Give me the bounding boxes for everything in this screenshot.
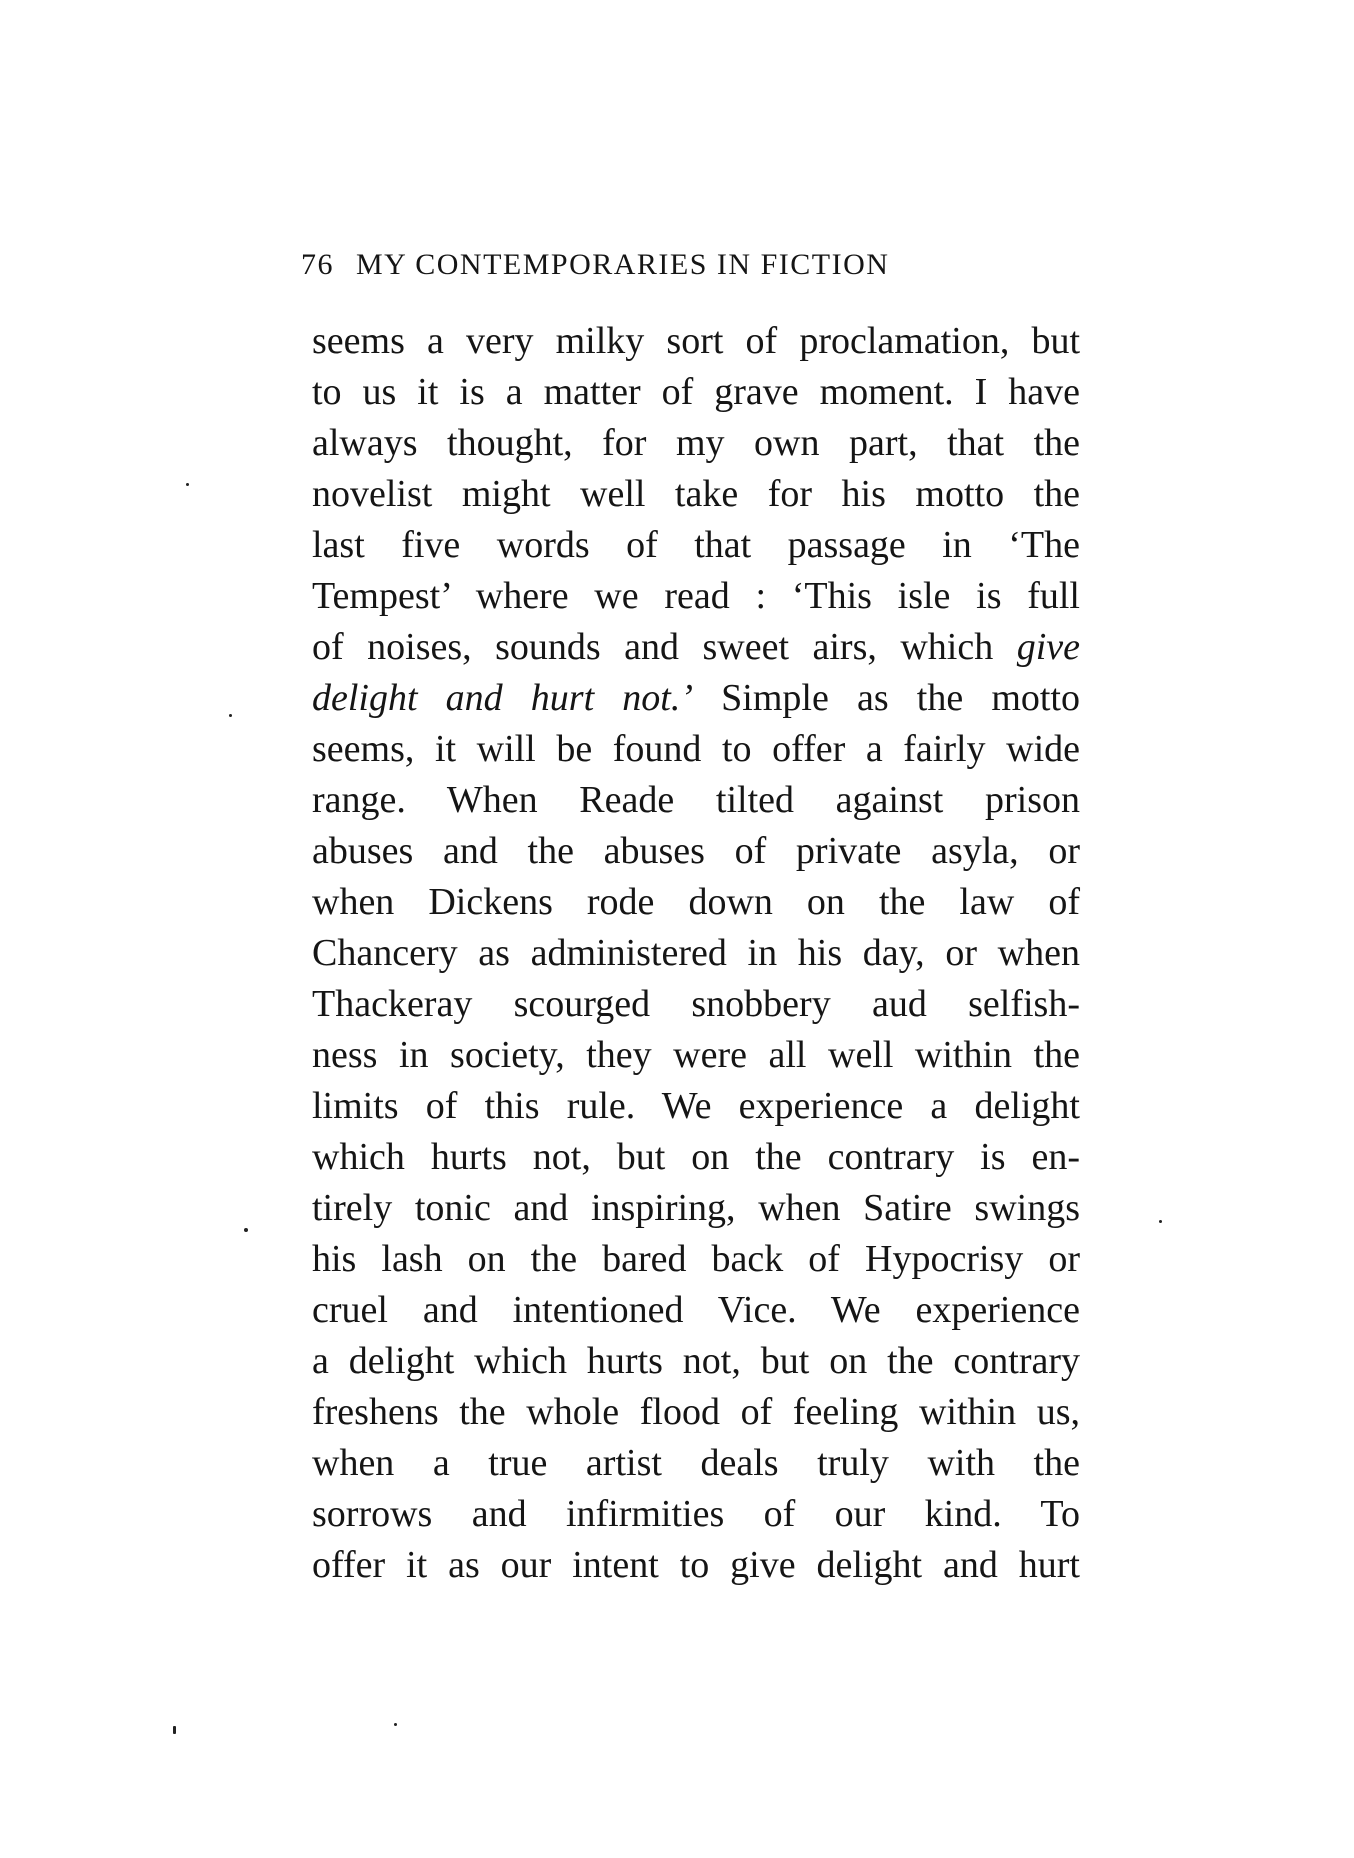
text-line: freshens the whole flood of feeling within us, [312, 1391, 1080, 1433]
running-head [301, 240, 1091, 290]
print-speck [186, 483, 189, 486]
running-title: MY CONTEMPORARIES IN FICTION [356, 248, 890, 281]
text-line: when a true artist deals truly with the [312, 1442, 1080, 1484]
print-speck [173, 1726, 176, 1734]
print-speck [229, 714, 232, 717]
text-line: abuses and the abuses of private asyla, or [312, 830, 1080, 872]
italic-text: delight and hurt not.’ [312, 677, 694, 719]
text-line: last five words of that passage in ‘The [312, 524, 1080, 566]
text-line: always thought, for my own part, that the [312, 422, 1080, 464]
text-line: cruel and intentioned Vice. We experience [312, 1289, 1080, 1331]
print-speck [1159, 1220, 1162, 1223]
italic-text: give [1016, 626, 1080, 668]
text-line: range. When Reade tilted against prison [312, 779, 1080, 821]
text-line: of noises, sounds and sweet airs, which give [312, 626, 1080, 668]
text-line: when Dickens rode down on the law of [312, 881, 1080, 923]
text-line: tirely tonic and inspiring, when Satire swings [312, 1187, 1080, 1229]
print-speck [244, 1228, 248, 1232]
text-line: Chancery as administered in his day, or when [312, 932, 1080, 974]
body-text [312, 316, 1080, 1591]
text-line: limits of this rule. We experience a delight [312, 1085, 1080, 1127]
text-line: which hurts not, but on the contrary is en- [312, 1136, 1080, 1178]
text-line: delight and hurt not.’ Simple as the motto [312, 677, 1080, 719]
text-line: ness in society, they were all well within the [312, 1034, 1080, 1076]
text-line: his lash on the bared back of Hypocrisy or [312, 1238, 1080, 1280]
text-line: Tempest’ where we read : ‘This isle is full [312, 575, 1080, 617]
text-line: to us it is a matter of grave moment. I have [312, 371, 1080, 413]
text-line: a delight which hurts not, but on the contrary [312, 1340, 1080, 1382]
print-speck [394, 1723, 397, 1726]
text-line: offer it as our intent to give delight and hurt [312, 1544, 1080, 1586]
text-line: seems, it will be found to offer a fairly wide [312, 728, 1080, 770]
text-line: novelist might well take for his motto the [312, 473, 1080, 515]
page-number: 76 [301, 248, 334, 281]
text-line: Thackeray scourged snobbery aud selfish- [312, 983, 1080, 1025]
text-line: seems a very milky sort of proclamation, but [312, 320, 1080, 362]
text-line: sorrows and infirmities of our kind. To [312, 1493, 1080, 1535]
